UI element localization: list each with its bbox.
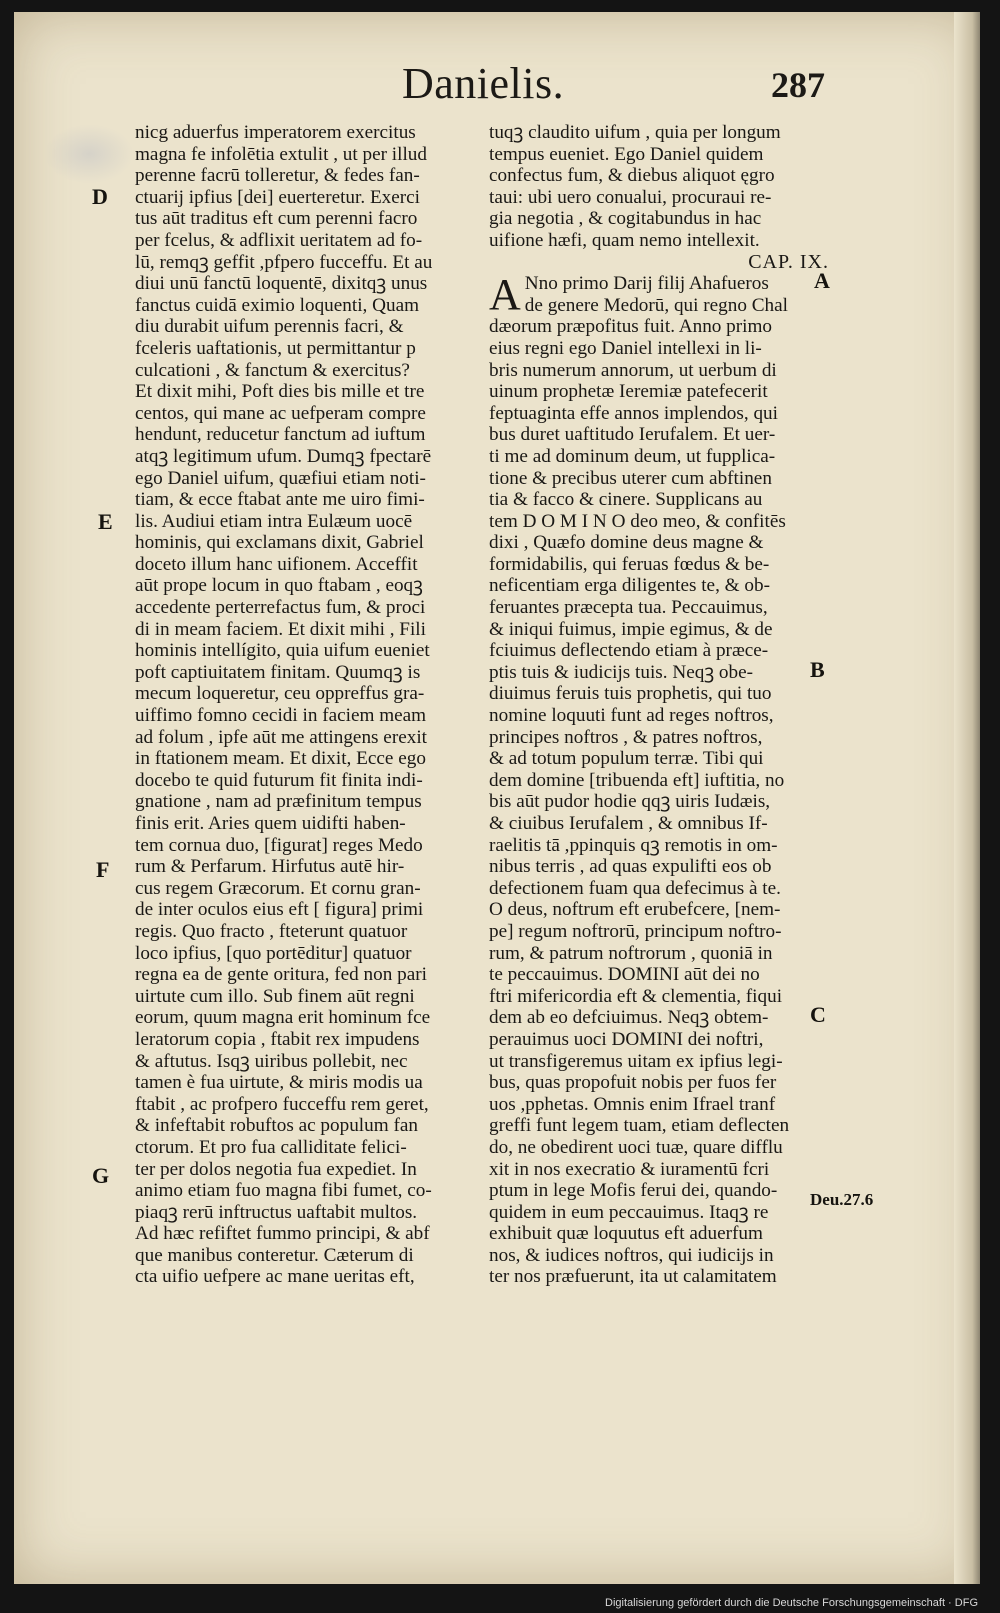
left-column-line: aūt prope locum in quo ftabam , eoqꝫ [135,575,423,597]
right-column-line: dem domine [tribuenda eft] iuftitia, no [489,769,785,791]
right-column-line: defectionem fuam qua defecimus à te. [489,877,781,899]
right-column-line: & iniqui fuimus, impie egimus, & de [489,618,773,640]
left-column-line: tem cornua duo, [figurat] reges Medo [135,834,423,856]
margin-marker-g: G [92,1163,110,1188]
left-column-line: tamen è fua uirtute, & miris modis ua [135,1072,423,1094]
left-column-line: tiam, & ecce ftabat ante me uiro fimi- [135,489,425,511]
right-column-pre-chapter [489,122,829,252]
right-column-line: ti me ad dominum deum, ut fupplica- [489,445,776,467]
right-column-line: feruantes præcepta tua. Peccauimus, [489,597,768,619]
margin-marker-f: F [96,857,110,882]
left-column-line: lis. Audiui etiam intra Eulæum uocē [135,510,413,532]
left-column-line: atqꝫ legitimum ufum. Dumqꝫ fpectarē [135,445,432,467]
right-column-line: fciuimus deflectendo etiam à præce- [489,640,769,662]
left-column-line: magna fe infolētia extulit , ut per illud [135,143,427,165]
right-column-line: raelitis tā ,ppinquis qꝫ remotis in om- [489,834,778,856]
right-column-line: exhibuit quæ loquutus eft aduerfum [489,1223,763,1245]
right-column-line: feptuaginta effe annos implendos, qui [489,402,778,424]
ink-bleed [44,124,134,184]
left-column-line: cta uifio uefpere ac mane ueritas eft, [135,1266,415,1288]
right-column-line: bris numerum annorum, ut uerbum di [489,359,777,381]
left-column-line: rum & Perfarum. Hirfutus autē hir- [135,856,405,878]
left-column-line: hominis, qui exclamans dixit, Gabriel [135,532,424,554]
cross-reference-note: Deu.27.6 [810,1190,874,1209]
left-column-line: in ftationem meam. Et dixit, Ecce ego [135,748,426,770]
left-column-line: fanctus cuidā eximio loquenti, Quam [135,294,420,316]
left-column-line: di in meam faciem. Et dixit mihi , Fili [135,618,426,640]
book-page [14,12,980,1584]
running-title: Danielis. [402,59,565,108]
right-column-line: dixi , Quæfo domine deus magne & [489,532,764,554]
left-column-line: ftabit , ac profpero fucceffu rem geret, [135,1093,429,1115]
right-column-line: tuqꝫ claudito uifum , quia per longum [489,122,781,143]
right-column-line: confectus fum, & diebus aliquot ęgro [489,165,775,187]
right-column-line: tempus eueniet. Ego Daniel quidem [489,143,764,165]
right-column-line: O deus, noftrum eft erubefcere, [nem- [489,899,781,921]
left-column-line: regis. Quo fracto , fteterunt quatuor [135,920,408,942]
chapter-drop-initial: A [489,270,521,320]
digitization-credit: Digitalisierung gefördert durch die Deutsche Forschungsgemeinschaft · DFG [605,1597,978,1609]
right-column-line: pe] regum noftrorū, principum noftro- [489,920,782,942]
left-column-line: diu durabit uifum perennis facri, & [135,316,404,338]
right-column-line: Nno primo Darij filij Ahafueros [524,273,769,295]
left-column-line: fceleris uaftationis, ut permittantur p [135,337,416,359]
margin-marker-a: A [814,268,830,293]
left-column-line: per fcelus, & adflixit ueritatem ad fo- [135,229,423,251]
left-column-line: & aftutus. Isqꝫ uiribus pollebit, nec [135,1050,408,1072]
left-column-line: hominis intellígito, quia uifum eueniet [135,640,430,662]
chapter-heading: CAP. IX. [748,250,829,273]
right-column-line: quidem in eum peccauimus. Itaqꝫ re [489,1201,769,1223]
margin-marker-c: C [810,1002,826,1027]
right-column-line: do, ne obedirent uoci tuæ, quare difflu [489,1136,783,1158]
right-column-line: greffi funt legem tuam, etiam deflecten [489,1115,790,1137]
right-column-line: dæorum præpofitus fuit. Anno primo [489,316,773,338]
left-column-line: cus regem Græcorum. Et cornu gran- [135,877,421,899]
left-column-line: uirtute cum illo. Sub finem aūt regni [135,985,415,1007]
margin-marker-e: E [98,509,113,534]
margin-marker-d: D [92,184,108,209]
right-column-line: eius regni ego Daniel intellexi in li- [489,337,762,359]
left-column-line: regna ea de gente oritura, fed non pari [135,964,427,986]
folio-number: 287 [771,65,825,105]
left-column-line: culcationi , & fanctum & exercitus? [135,359,410,381]
right-column-line: tione & precibus uterer cum abftinen [489,467,772,489]
right-column-line: rum, & patrum noftrorum , quoniā in [489,942,773,964]
margin-marker-b: B [810,657,825,682]
right-column-line: taui: ubi uero conualui, procuraui re- [489,186,772,208]
left-column-line: centos, qui mane ac uefperam compre [135,402,426,424]
left-column-line: ego Daniel uifum, quæfiui etiam noti- [135,467,426,489]
left-column-line: leratorum copia , ftabit rex impudens [135,1028,420,1050]
left-column-line: ctuarij ipfius [dei] euerteretur. Exerci [135,186,421,208]
left-column-line: animo etiam fuo magna fibi fumet, co- [135,1180,432,1202]
right-column-line: ptum in lege Mofis ferui dei, quando- [489,1180,778,1202]
left-column-line: nicg aduerfus imperatorem exercitus [135,122,416,143]
left-column-line: que manibus conteretur. Cæterum di [135,1244,414,1266]
left-column-line: de inter oculos eius eft [ figura] primi [135,899,424,921]
left-column-line: accedente perterrefactus fum, & proci [135,597,426,619]
left-column-line: diui unū fanctū loquentē, dixitqꝫ unus [135,273,428,295]
right-column-line: tem D O M I N O deo meo, & confitēs [489,510,786,532]
left-column-line: loco ipfius, [quo portēditur] quatuor [135,942,412,964]
left-column-line: & infeftabit robuftos ac populum fan [135,1115,418,1137]
right-column-line: nos, & iudices noftros, qui iudicijs in [489,1244,774,1266]
right-column-line: de genere Medorū, qui regno Chal [524,294,788,316]
left-column-line: lū, remqꝫ geffit ,pfpero fucceffu. Et au [135,251,433,273]
right-column-line: xit in nos execratio & iuramentū fcri [489,1158,770,1180]
right-column-line: ter nos præfuerunt, ita ut calamitatem [489,1266,777,1288]
left-column-line: ctorum. Et pro fua calliditate felici- [135,1136,407,1158]
left-column-line: mecum loqueretur, ceu oppreffus gra- [135,683,425,705]
right-column-line: tia & facco & cinere. Supplicans au [489,489,763,511]
right-column-line: neficentiam erga diligentes te, & ob- [489,575,770,597]
right-column-line: perauimus uoci DOMINI dei noftri, [489,1028,764,1050]
right-column-line: te peccauimus. DOMINI aūt dei no [489,964,760,986]
right-column-chapter-text [489,270,829,1288]
right-column-line: ut transfigeremus uitam ex ipfius legi- [489,1050,783,1072]
right-column-line: & ciuibus Ierufalem , & omnibus If- [489,813,768,834]
right-column-line: & ad totum populum terræ. Tibi qui [489,748,764,770]
right-column-line: ftri mifericordia eft & clementia, fiqui [489,985,783,1007]
right-column-line: diuimus feruis tuis prophetis, qui tuo [489,683,772,705]
left-column-line: Et dixit mihi, Poft dies bis mille et tre [135,381,425,403]
right-column-line: dem ab eo defciuimus. Neqꝫ obtem- [489,1007,769,1029]
right-column-line: bus duret uaftitudo Ierufalem. Et uer- [489,424,776,446]
right-column-line: ptis tuis & iudicijs tuis. Neqꝫ obe- [489,661,754,683]
right-column-line: uifione hæfi, quam nemo intellexit. [489,229,760,251]
right-column-line: bis aūt pudor hodie qqꝫ uiris Iudæis, [489,791,771,813]
left-column-line: uiffimo fomno cecidi in faciem meam [135,705,427,727]
right-column-line: bus, quas propofuit nobis per fuos fer [489,1072,777,1094]
left-column-line: perenne facrū tolleretur, & fedes fan- [135,165,420,187]
left-column-line: hendunt, reducetur fanctum ad iuftum [135,424,426,446]
left-column [135,122,465,1288]
right-column-line: uos ,pphetas. Omnis enim Ifrael tranf [489,1093,776,1115]
right-column-line: principes noftros , & patres noftros, [489,726,763,748]
left-column-line: piaqꝫ rerū inftructus uaftabit multos. [135,1201,418,1223]
left-column-line: ad folum , ipfe aūt me attingens erexit [135,726,427,748]
left-column-line: Ad hæc refiftet fummo principi, & abf [135,1223,430,1245]
left-column-line: finis erit. Aries quem uidifti haben- [135,813,406,834]
left-column-line: gnatione , nam ad præfinitum tempus [135,791,422,813]
right-column-line: gia negotia , & cogitabundus in hac [489,208,762,230]
right-column-line: nomine loquuti funt ad reges noftros, [489,705,774,727]
right-column-line: formidabilis, qui feruas fœdus & be- [489,553,770,575]
left-column-line: tus aūt traditus eft cum perenni facro [135,208,418,230]
right-column [489,122,829,1288]
left-column-line: ter per dolos negotia fua expediet. In [135,1158,417,1180]
left-column-line: eorum, quum magna erit hominum fce [135,1007,431,1029]
page-edge [954,12,980,1584]
left-column-line: doceto illum hanc uifionem. Acceffit [135,553,418,575]
right-column-line: uinum prophetæ Ieremiæ patefecerit [489,381,768,403]
left-column-line: docebo te quid futurum fit finita indi- [135,769,423,791]
left-column-line: poft captiuitatem finitam. Quumqꝫ is [135,661,421,683]
right-column-line: nibus terris , ad quas expulifti eos ob [489,856,772,878]
